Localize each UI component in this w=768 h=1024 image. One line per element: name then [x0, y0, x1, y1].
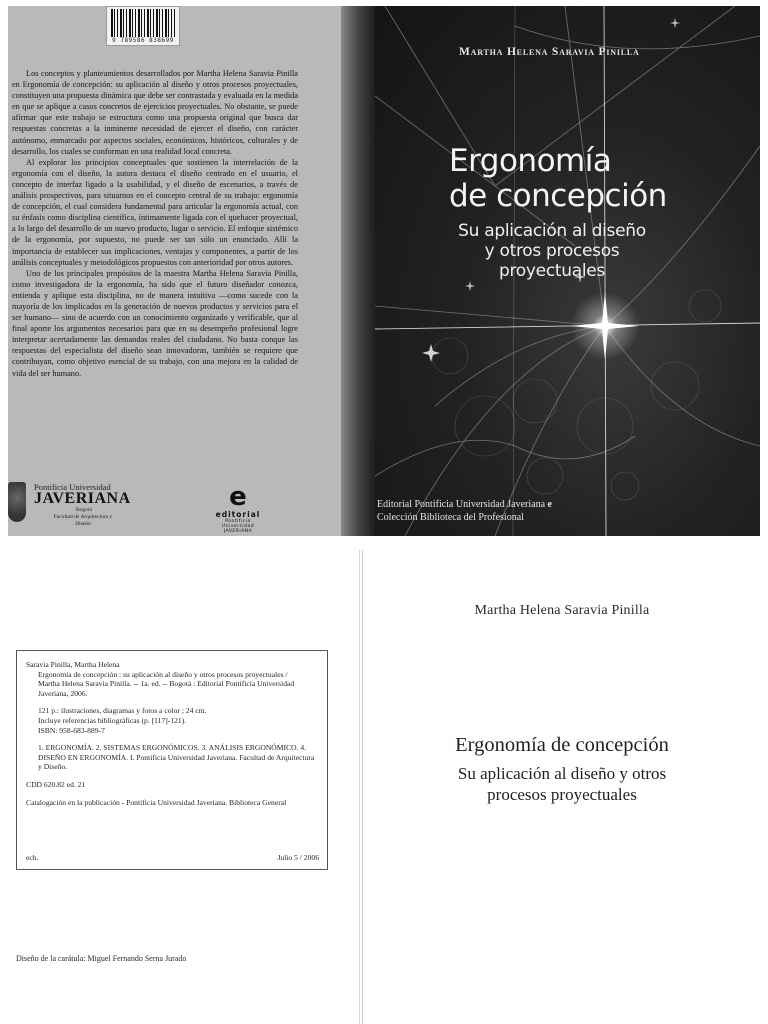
catalog-date: Julio 5 / 2006: [277, 853, 319, 863]
cover-subtitle: [437, 221, 667, 281]
university-logo-line4: Facultad de Arquitectura y Diseño: [53, 514, 113, 527]
university-logo: [8, 476, 148, 532]
book-spine: [341, 6, 375, 536]
catalog-line7: 1. ERGONOMÍA. 2. SISTEMAS ERGONÓMICOS. 3. ANÁLISIS ERGONÓMICO. 4. DISEÑO EN ERGONOMÍA. I. Pontificia Universidad Javeriana. Facultad de Arquitectura y Diseño.: [38, 743, 315, 772]
copyright-page: [8, 550, 360, 1024]
university-shield-icon: [8, 482, 26, 522]
cover-subtitle-line2: y otros procesos: [484, 241, 620, 261]
cover-publisher: [377, 498, 552, 524]
title-page-title: Ergonomía de concepción: [455, 734, 669, 756]
cover-subtitle-line1: Su aplicación al diseño: [458, 221, 646, 241]
cover-title-line2: de concepción: [449, 178, 667, 214]
cover-author: Martha Helena Saravia Pinilla: [459, 46, 640, 58]
publisher-line1: Editorial Pontificia Universidad Javeriana: [377, 499, 546, 510]
barcode-number: 9 789586 838699: [112, 37, 174, 44]
catalog-line3: Martha Helena Saravia Pinilla. -- 1a. ed. -- Bogotá : Editorial Pontificia Universidad Javeriana, 2006.: [38, 679, 295, 698]
cover-design-credit: Diseño de la carátula: Miguel Fernando Serna Jurado: [16, 954, 187, 963]
back-cover: [8, 6, 341, 536]
editorial-e-icon: e: [229, 482, 247, 512]
barcode-bars: [111, 9, 175, 37]
university-logo-line2: JAVERIANA: [34, 490, 131, 507]
publisher-e-icon: e: [547, 499, 552, 510]
editorial-sub: Pontificia Universidad JAVERIANA: [221, 519, 255, 534]
catalog-record-box: [16, 650, 328, 870]
catalog-line4: 121 p.: ilustraciones, diagramas y fotos a color ; 24 cm.: [38, 706, 207, 716]
book-cover-spread: [8, 6, 760, 536]
publisher-line2: Colección Biblioteca del Profesional: [377, 512, 524, 523]
cover-title-line1: Ergonomía: [449, 143, 612, 179]
catalog-line9: Catalogación en la publicación - Pontificia Universidad Javeriana. Biblioteca General: [26, 797, 287, 807]
catalog-footer-row: [26, 853, 319, 863]
title-page-subtitle-line2: procesos proyectuales: [487, 785, 637, 804]
university-logo-line1: Pontificia Universidad: [34, 482, 111, 492]
catalog-line6: ISBN: 958-683-889-7: [38, 725, 105, 735]
front-cover: [375, 6, 760, 536]
title-page-author: Martha Helena Saravia Pinilla: [474, 603, 650, 618]
catalog-initials: ech.: [26, 853, 39, 863]
title-page: [362, 550, 760, 1024]
title-page-subtitle: [363, 763, 761, 805]
blurb-paragraph-3: Uno de los principales propósitos de la maestra Martha Helena Saravia Pinilla, como investigadora de la ergonomía, ha sido que el futuro diseñador conozca, entienda y aplique esta disciplina, no de manera intuitiva —como sucede con la mayoría de los implicados en la generación de nuevos productos y servicios para el ser humano— sino de acuerdo con un conocimiento organizado y verificable, que al final aporte los argumentos necesarios para que en su desempeño profesional logre interpretar acertadamente las demandas reales del ciudadano. No basta conque las respuestas del especialista del diseño sean innovadoras, también se requiere que contribuyan, como objetivo esencial de su trabajo, con una mejora en la calidad de vida del ser humano.: [12, 268, 298, 378]
catalog-line8: CDD 620.82 ed. 21: [26, 779, 86, 789]
catalog-line5: Incluye referencias bibliográficas (p. [117]-121).: [38, 715, 187, 725]
blurb-paragraph-2: Al explorar los principios conceptuales que sostienen la interrelación de la ergonomía con el diseño, la autora destaca el diseño centrado en el usuario, el concepto de interfaz ligado a la usabilidad, y el diseño de escenarios, a través de análisis prospectivos, para situarnos en el concepto central de su trabajo: ergonomía de concepción, el cual considera fundamental para articular la ergonomía actual, con su énfasis como disciplina científica, íntimamente ligada con el quehacer proyectual, a lo largo del desarrollo de un nuevo producto, lugar o servicio. El enfoque sistémico de la ergonomía, por supuesto, no puede ser tan sólo un enunciado. Allí la importancia de establecer sus implicaciones, ventajas y componentes, a partir de los análisis conceptuales y metodológicos propuestos con anterioridad por otros autores.: [12, 157, 298, 267]
editorial-word: editorial: [215, 510, 261, 519]
cover-subtitle-line3: proyectuales: [499, 261, 605, 281]
isbn-barcode: [106, 6, 180, 46]
catalog-line2: Ergonomía de concepción : su aplicación al diseño y otros procesos proyectuales /: [38, 669, 288, 679]
university-logo-line3: Bogotá: [76, 507, 92, 513]
blurb-paragraph-1: Los conceptos y planteamientos desarrollados por Martha Helena Saravia Pinilla en Ergonomía de concepción: su aplicación al diseño y otros procesos proyectuales, constituyen una propuesta dinámica que debe ser contrastada y evaluada en la medida en que se aplique a casos concretos de ejercicios proyectuales. No obstante, se puede afirmar que este trabajo se estructura como una propuesta original que busca dar respuestas concretas a la inminente necesidad de ejercer el diseño, con carácter autónomo, enmarcado por aspectos sociales, económicos, históricos, culturales y de desarrollo, los cuales se conforman en una realidad local concreta.: [12, 69, 298, 156]
back-cover-blurb: [12, 68, 298, 379]
cover-title: [449, 144, 667, 214]
catalog-line1: Saravia Pinilla, Martha Helena: [26, 660, 120, 669]
editorial-logo: [213, 482, 263, 534]
title-page-subtitle-line1: Su aplicación al diseño y otros: [457, 764, 667, 783]
